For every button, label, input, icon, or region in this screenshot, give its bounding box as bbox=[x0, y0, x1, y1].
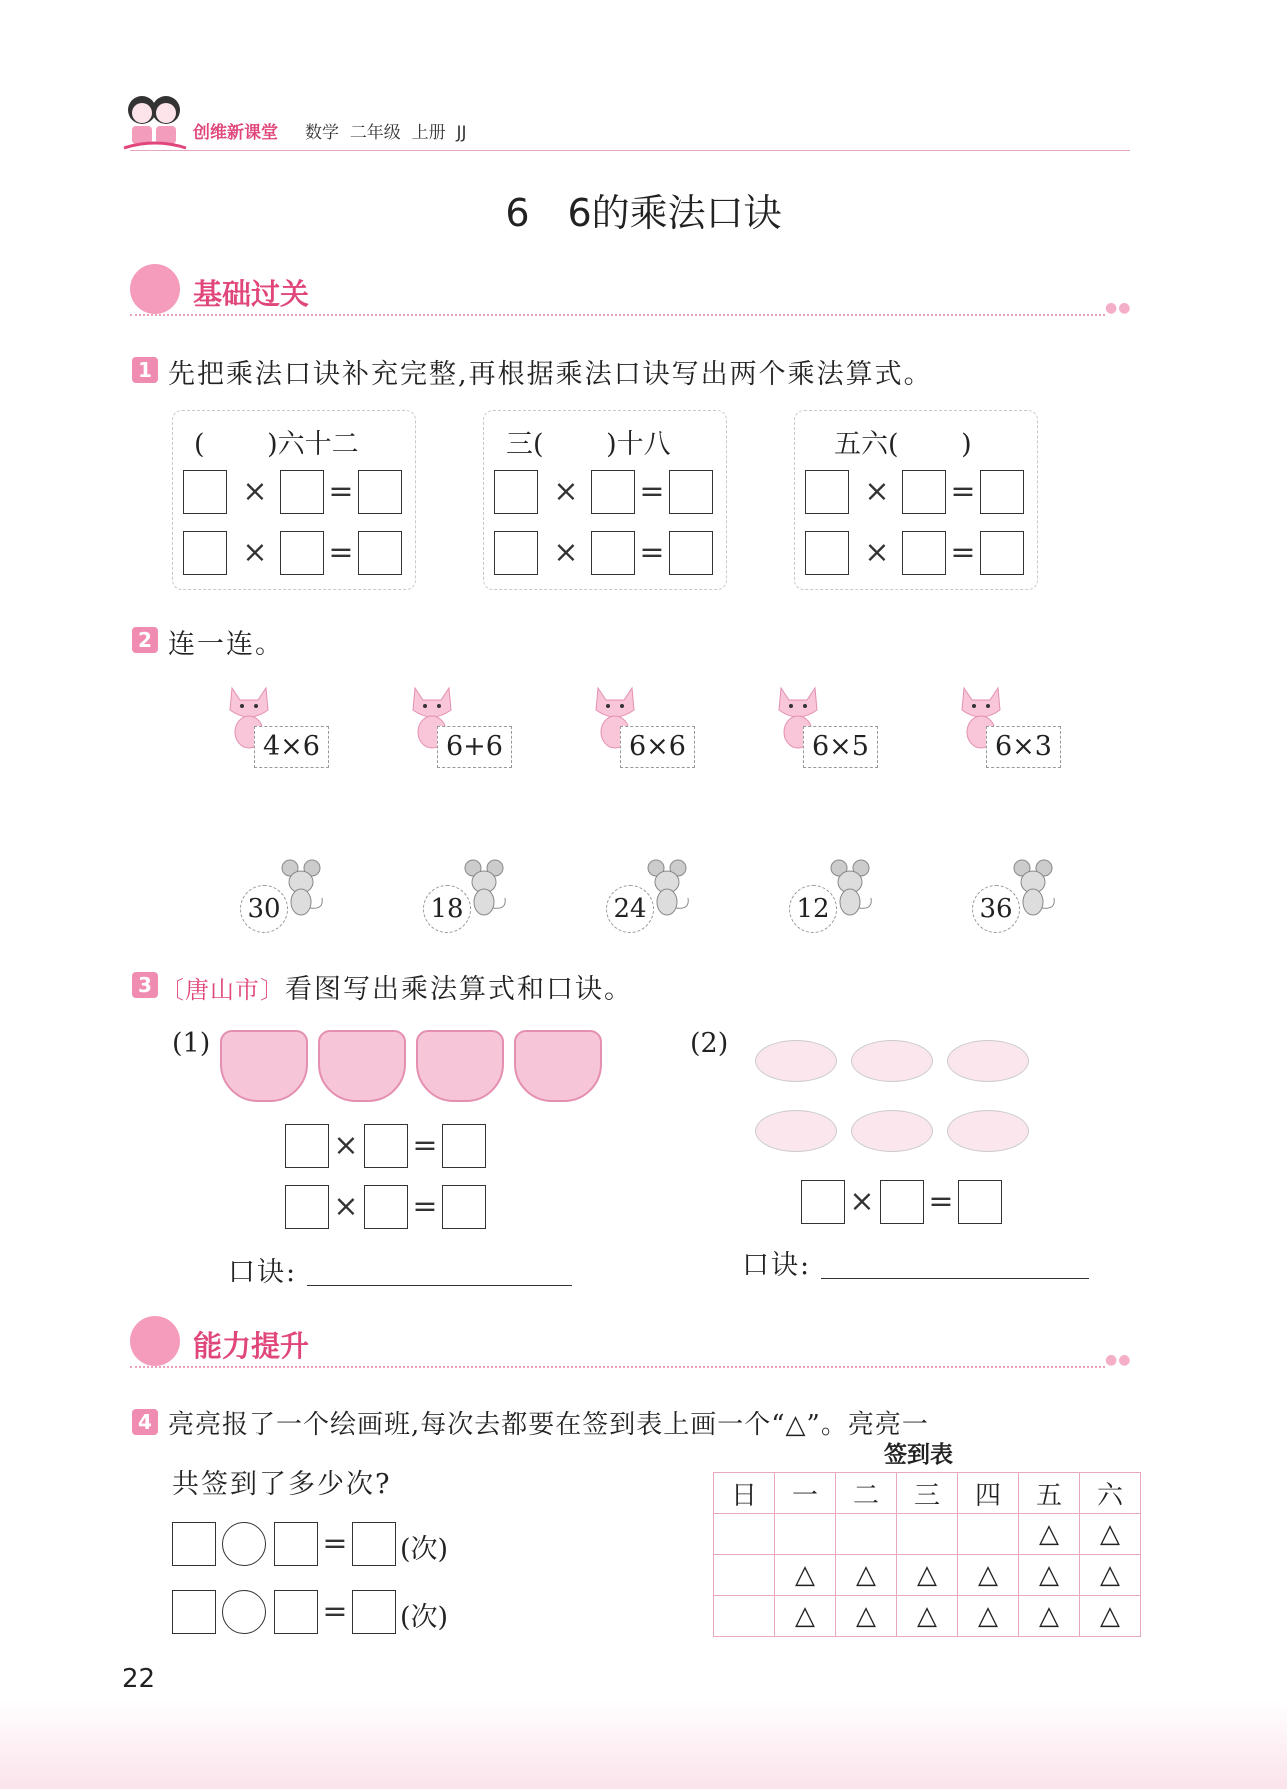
operator-circle[interactable] bbox=[222, 1522, 266, 1566]
sign-in-table bbox=[713, 1472, 1141, 1637]
table-cell bbox=[714, 1596, 775, 1637]
table-cell: △ bbox=[1080, 1596, 1141, 1637]
section-title-basic: 基础过关 bbox=[193, 277, 310, 311]
mouse-icon bbox=[644, 858, 694, 918]
grade: 二年级 bbox=[349, 123, 401, 143]
table-cell: △ bbox=[836, 1596, 897, 1637]
brand-name: 创维新课堂 bbox=[193, 123, 278, 143]
expression-card[interactable]: 4×6 bbox=[254, 726, 329, 768]
answer-box[interactable] bbox=[442, 1124, 486, 1168]
table-cell: △ bbox=[1080, 1514, 1141, 1555]
answer-box[interactable] bbox=[274, 1522, 318, 1566]
table-cell bbox=[958, 1514, 1019, 1555]
equals-sign: = bbox=[928, 1184, 954, 1219]
question-text: 亮亮报了一个绘画班,每次去都要在签到表上画一个“△”。亮亮一 bbox=[168, 1410, 929, 1440]
mascot-logo-icon bbox=[120, 88, 190, 154]
question-line bbox=[160, 967, 633, 1006]
answer-box[interactable] bbox=[285, 1185, 329, 1229]
section-mascot-icon bbox=[130, 1316, 180, 1366]
koujue-answer-line[interactable] bbox=[821, 1278, 1089, 1279]
answer-box[interactable] bbox=[494, 470, 538, 514]
mooncake-plate-icon bbox=[851, 1110, 933, 1152]
region-tag: 〔唐山市〕 bbox=[160, 976, 285, 1004]
mooncake-plate-icon bbox=[755, 1040, 837, 1082]
question-number: 2 bbox=[132, 627, 158, 653]
times-sign: × bbox=[864, 535, 890, 570]
answer-box[interactable] bbox=[669, 531, 713, 575]
volume: 上册 bbox=[411, 123, 446, 143]
fish-bowl-icon bbox=[220, 1030, 308, 1102]
answer-circle[interactable]: 12 bbox=[789, 885, 837, 933]
koujue-label: 口诀: bbox=[228, 1257, 298, 1288]
answer-box[interactable] bbox=[591, 531, 635, 575]
answer-box[interactable] bbox=[442, 1185, 486, 1229]
answer-box[interactable] bbox=[285, 1124, 329, 1168]
table-row bbox=[714, 1555, 1141, 1596]
table-cell: △ bbox=[836, 1555, 897, 1596]
part-label: (2) bbox=[690, 1028, 729, 1059]
answer-box[interactable] bbox=[358, 470, 402, 514]
expression-card[interactable]: 6×3 bbox=[986, 726, 1061, 768]
answer-box[interactable] bbox=[280, 531, 324, 575]
answer-box[interactable] bbox=[805, 531, 849, 575]
footer-band bbox=[0, 1700, 1287, 1789]
table-cell: △ bbox=[1019, 1555, 1080, 1596]
answer-box[interactable] bbox=[880, 1180, 924, 1224]
book-info bbox=[305, 118, 466, 143]
expression-card[interactable]: 6×5 bbox=[803, 726, 878, 768]
answer-box[interactable] bbox=[669, 470, 713, 514]
mouse-icon bbox=[1010, 858, 1060, 918]
section-divider bbox=[130, 1366, 1105, 1368]
question-number: 3 bbox=[132, 972, 158, 998]
times-sign: × bbox=[333, 1189, 359, 1224]
decorative-dots-icon: ●● bbox=[1105, 1352, 1132, 1368]
table-cell: △ bbox=[1080, 1555, 1141, 1596]
equals-sign: = bbox=[950, 474, 976, 509]
page-number: 22 bbox=[122, 1664, 156, 1694]
answer-box[interactable] bbox=[183, 531, 227, 575]
answer-circle[interactable]: 24 bbox=[606, 885, 654, 933]
table-header-cell: 五 bbox=[1019, 1473, 1080, 1514]
table-cell: △ bbox=[897, 1596, 958, 1637]
answer-box[interactable] bbox=[902, 470, 946, 514]
question-number: 4 bbox=[132, 1409, 158, 1435]
equals-sign: = bbox=[412, 1189, 438, 1224]
unit-label: (次) bbox=[400, 1602, 449, 1633]
times-sign: × bbox=[242, 474, 268, 509]
equals-sign: = bbox=[412, 1128, 438, 1163]
subject: 数学 bbox=[305, 123, 339, 143]
answer-circle[interactable]: 36 bbox=[972, 885, 1020, 933]
times-sign: × bbox=[849, 1184, 875, 1219]
edition: JJ bbox=[456, 123, 467, 143]
table-header-cell: 六 bbox=[1080, 1473, 1141, 1514]
card-prompt: 三( )十八 bbox=[506, 429, 671, 460]
mouse-icon bbox=[461, 858, 511, 918]
times-sign: × bbox=[553, 474, 579, 509]
mooncake-plate-icon bbox=[755, 1110, 837, 1152]
part-label: (1) bbox=[172, 1028, 211, 1059]
answer-box[interactable] bbox=[805, 470, 849, 514]
mouse-icon bbox=[278, 858, 328, 918]
table-cell bbox=[836, 1514, 897, 1555]
mooncake-plate-icon bbox=[851, 1040, 933, 1082]
answer-box[interactable] bbox=[352, 1522, 396, 1566]
table-cell: △ bbox=[1019, 1514, 1080, 1555]
card-prompt: ( )六十二 bbox=[194, 429, 359, 460]
header-divider bbox=[130, 150, 1130, 151]
answer-box[interactable] bbox=[364, 1124, 408, 1168]
operator-circle[interactable] bbox=[222, 1590, 266, 1634]
times-sign: × bbox=[553, 535, 579, 570]
answer-box[interactable] bbox=[591, 470, 635, 514]
table-row bbox=[714, 1514, 1141, 1555]
table-cell: △ bbox=[775, 1596, 836, 1637]
answer-box[interactable] bbox=[352, 1590, 396, 1634]
answer-box[interactable] bbox=[980, 470, 1024, 514]
koujue-answer-line[interactable] bbox=[307, 1285, 572, 1286]
mouse-icon bbox=[827, 858, 877, 918]
equals-sign: = bbox=[639, 535, 665, 570]
section-title-advanced: 能力提升 bbox=[193, 1329, 310, 1363]
answer-box[interactable] bbox=[958, 1180, 1002, 1224]
table-cell bbox=[897, 1514, 958, 1555]
fish-bowl-icon bbox=[318, 1030, 406, 1102]
table-cell: △ bbox=[958, 1596, 1019, 1637]
answer-box[interactable] bbox=[280, 470, 324, 514]
answer-circle[interactable]: 30 bbox=[240, 885, 288, 933]
answer-box[interactable] bbox=[172, 1590, 216, 1634]
table-cell: △ bbox=[1019, 1596, 1080, 1637]
expression-card[interactable]: 6+6 bbox=[437, 726, 512, 768]
table-header-cell: 一 bbox=[775, 1473, 836, 1514]
equals-sign: = bbox=[328, 535, 354, 570]
equals-sign: = bbox=[950, 535, 976, 570]
page-title: 6 6的乘法口诀 bbox=[505, 191, 782, 235]
table-header-row bbox=[714, 1473, 1141, 1514]
answer-box[interactable] bbox=[902, 531, 946, 575]
question-text: 先把乘法口诀补充完整,再根据乘法口诀写出两个乘法算式。 bbox=[168, 359, 933, 390]
answer-box[interactable] bbox=[274, 1590, 318, 1634]
equals-sign: = bbox=[328, 474, 354, 509]
unit-label: (次) bbox=[400, 1534, 449, 1565]
table-header-cell: 三 bbox=[897, 1473, 958, 1514]
koujue-label: 口诀: bbox=[742, 1250, 812, 1281]
answer-box[interactable] bbox=[172, 1522, 216, 1566]
table-cell bbox=[775, 1514, 836, 1555]
question-number: 1 bbox=[132, 357, 158, 383]
times-sign: × bbox=[242, 535, 268, 570]
answer-box[interactable] bbox=[980, 531, 1024, 575]
question-text: 连一连。 bbox=[168, 629, 284, 660]
answer-box[interactable] bbox=[494, 531, 538, 575]
section-divider bbox=[130, 314, 1105, 316]
table-header-cell: 日 bbox=[714, 1473, 775, 1514]
fish-bowl-icon bbox=[514, 1030, 602, 1102]
table-cell: △ bbox=[897, 1555, 958, 1596]
table-header-cell: 二 bbox=[836, 1473, 897, 1514]
table-title: 签到表 bbox=[884, 1442, 953, 1468]
card-prompt: 五六( ) bbox=[834, 429, 972, 460]
answer-box[interactable] bbox=[183, 470, 227, 514]
times-sign: × bbox=[864, 474, 890, 509]
answer-box[interactable] bbox=[358, 531, 402, 575]
mooncake-plate-icon bbox=[947, 1040, 1029, 1082]
table-cell: △ bbox=[775, 1555, 836, 1596]
table-cell bbox=[714, 1514, 775, 1555]
answer-box[interactable] bbox=[801, 1180, 845, 1224]
table-cell: △ bbox=[958, 1555, 1019, 1596]
fish-bowl-icon bbox=[416, 1030, 504, 1102]
table-header-cell: 四 bbox=[958, 1473, 1019, 1514]
equals-sign: = bbox=[322, 1594, 348, 1629]
expression-card[interactable]: 6×6 bbox=[620, 726, 695, 768]
question-text: 看图写出乘法算式和口诀。 bbox=[285, 974, 633, 1005]
table-cell bbox=[714, 1555, 775, 1596]
equals-sign: = bbox=[639, 474, 665, 509]
table-row bbox=[714, 1596, 1141, 1637]
answer-box[interactable] bbox=[364, 1185, 408, 1229]
decorative-dots-icon: ●● bbox=[1105, 300, 1132, 316]
section-mascot-icon bbox=[130, 264, 180, 314]
answer-circle[interactable]: 18 bbox=[423, 885, 471, 933]
equals-sign: = bbox=[322, 1526, 348, 1561]
mooncake-plate-icon bbox=[947, 1110, 1029, 1152]
times-sign: × bbox=[333, 1128, 359, 1163]
question-text-continued: 共签到了多少次? bbox=[172, 1469, 392, 1500]
